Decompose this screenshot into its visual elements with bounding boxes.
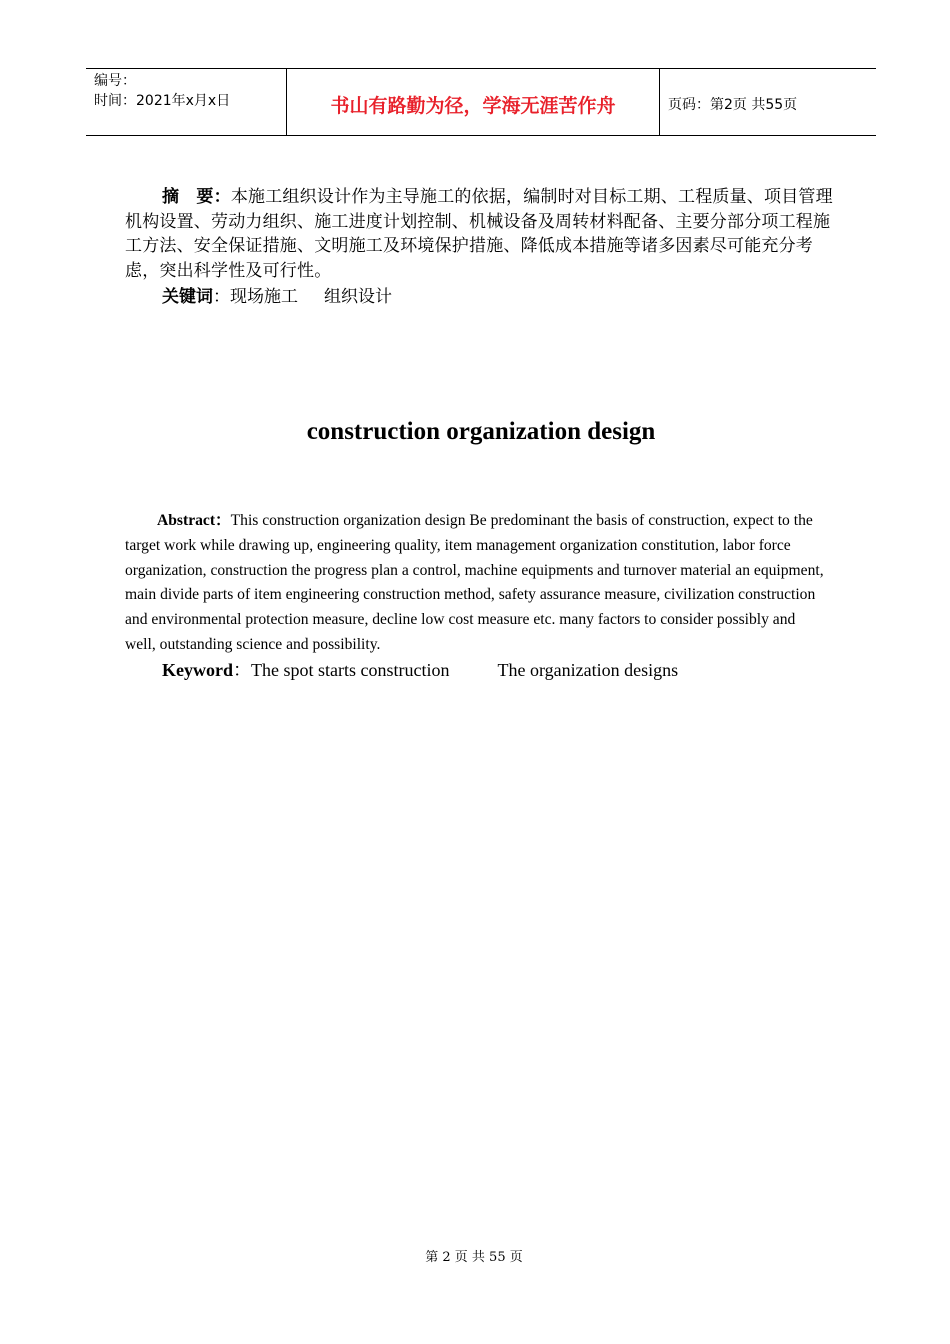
header-meta	[86, 69, 286, 135]
header-number-label: 编号：	[94, 73, 136, 89]
chinese-abstract-label: 摘 要：	[162, 187, 231, 207]
chinese-abstract	[125, 185, 837, 283]
chinese-keywords-colon: ：	[213, 287, 230, 307]
english-keywords	[162, 657, 678, 683]
header-motto: 书山有路勤为径，学海无涯苦作舟	[286, 69, 660, 135]
chinese-keyword-2: 组织设计	[324, 287, 392, 307]
english-keyword-2: The organization designs	[497, 660, 679, 680]
header-time-label: 时间：2021年x月x日	[94, 93, 231, 109]
chinese-keywords-label: 关键词	[162, 287, 213, 307]
document-header	[86, 68, 876, 136]
english-keywords-colon: ：	[233, 660, 251, 680]
english-keywords-label: Keyword	[162, 660, 233, 680]
chinese-keyword-1: 现场施工	[230, 287, 298, 307]
chinese-keywords	[162, 285, 392, 309]
english-keyword-1: The spot starts construction	[251, 660, 450, 680]
footer-page-number: 第 2 页 共 55 页	[425, 1250, 523, 1265]
english-abstract	[125, 509, 825, 658]
english-abstract-text: This construction organization design Be predominant the basis of construction, expect to the target work while drawing up, engineering quality, item management organization constitution, labor force organization, construction the progress plan a control, machine equipments and turnover material an equipment, main divide parts of item engineering construction method, safety assurance measure, civilization construction and environmental protection measure, decline low cost measure etc. many factors to consider possibly and well, outstanding science and possibility.	[125, 512, 824, 653]
english-abstract-label: Abstract：	[157, 512, 231, 529]
page-footer	[0, 1246, 950, 1265]
english-title: construction organization design	[306, 418, 656, 445]
chinese-abstract-text: 本施工组织设计作为主导施工的依据，编制时对目标工期、工程质量、项目管理机构设置、劳动力组织、施工进度计划控制、机械设备及周转材料配备、主要分部分项工程施工方法、安全保证措施、文明施工及环境保护措施、降低成本措施等诸多因素尽可能充分考虑，突出科学性及可行性。	[125, 187, 833, 281]
header-page-info: 页码：第2页 共55页	[668, 97, 798, 113]
